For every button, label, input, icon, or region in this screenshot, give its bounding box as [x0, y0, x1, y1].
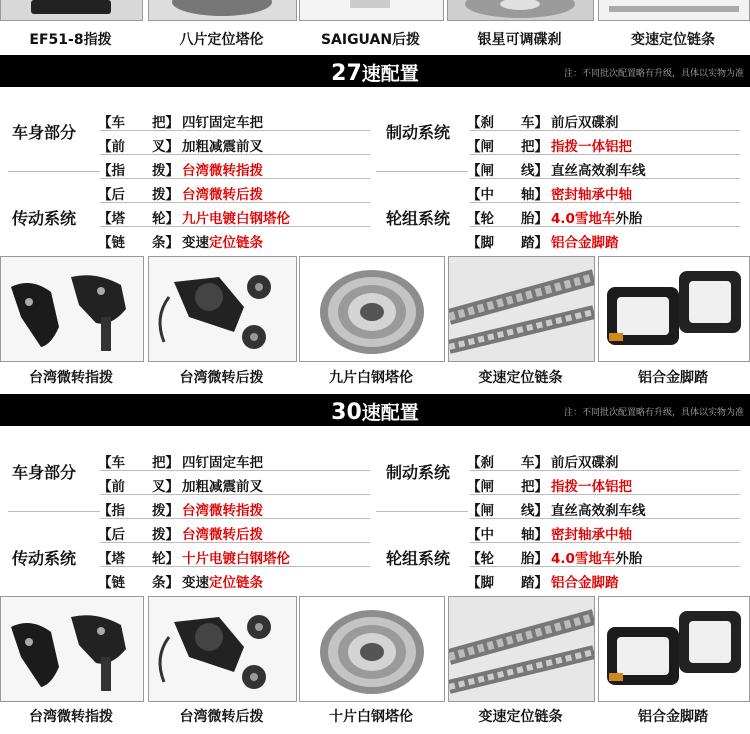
- spec-row: [98, 131, 378, 155]
- spec-label: 【轮 胎】: [467, 211, 548, 227]
- part-photo: [448, 596, 595, 702]
- group-label-brake: 制动系统: [386, 463, 451, 482]
- spec-row: [98, 495, 378, 519]
- part-photo: [598, 596, 750, 702]
- top-product-strip: [0, 0, 750, 52]
- spec-value: 台湾微转后拨: [182, 187, 263, 203]
- part-photo: [148, 256, 297, 362]
- group-label-drivetrain: 传动系统: [12, 549, 77, 568]
- spec-row: [467, 107, 747, 131]
- spec-label: 【轮 胎】: [467, 551, 548, 567]
- spec-value: 铝合金脚踏: [551, 235, 619, 251]
- spec-value: 四钉固定车把: [182, 455, 263, 471]
- part-caption: 台湾微转指拨: [29, 370, 113, 386]
- part-photo: [0, 596, 144, 702]
- spec-row: [467, 227, 747, 251]
- spec-label: 【链 条】: [98, 575, 179, 591]
- spec-label: 【脚 踏】: [467, 575, 548, 591]
- part-photo: [148, 596, 297, 702]
- section-header-bar: [0, 394, 750, 426]
- spec-row: [467, 447, 747, 471]
- group-label-brake: 制动系统: [386, 123, 451, 142]
- section-title: 27速配置: [331, 61, 419, 86]
- spec-label: 【刹 车】: [467, 455, 548, 471]
- group-label-body: 车身部分: [12, 123, 77, 142]
- disc-brake-thumbnail: [447, 0, 594, 21]
- spec-label: 【闸 线】: [467, 503, 548, 519]
- spec-value: 加粗减震前叉: [182, 139, 263, 155]
- divider: [376, 511, 468, 512]
- spec-value: 台湾微转指拨: [182, 163, 263, 179]
- chain-thumbnail: [598, 0, 750, 21]
- section-title: 30速配置: [331, 400, 419, 425]
- part-caption: 九片白钢塔伦: [329, 370, 413, 386]
- part-photo: [598, 256, 750, 362]
- part-caption: 变速定位链条: [478, 709, 563, 725]
- divider: [8, 171, 100, 172]
- spec-label: 【闸 把】: [467, 479, 548, 495]
- spec-row: [98, 203, 378, 227]
- cassette-thumbnail: [148, 0, 297, 21]
- spec-row: [467, 543, 747, 567]
- spec-label: 【后 拨】: [98, 187, 179, 203]
- spec-value: 台湾微转指拨: [182, 503, 263, 519]
- spec-label: 【车 把】: [98, 455, 179, 471]
- spec-row: [467, 519, 747, 543]
- spec-row: [467, 179, 747, 203]
- spec-row: [98, 471, 378, 495]
- spec-label: 【中 轴】: [467, 527, 548, 543]
- spec-label: 【中 轴】: [467, 187, 548, 203]
- top-caption: EF51-8指拨: [29, 32, 112, 48]
- top-caption: SAIGUAN后拨: [320, 32, 421, 48]
- spec-label: 【闸 线】: [467, 163, 548, 179]
- spec-label: 【指 拨】: [98, 503, 179, 519]
- spec-row: [467, 131, 747, 155]
- spec-row: [98, 179, 378, 203]
- spec-value: 变速定位链条: [182, 235, 263, 251]
- spec-value: 前后双碟刹: [551, 455, 619, 471]
- top-caption: 银星可调碟刹: [477, 32, 562, 48]
- spec-value: 十片电镀白钢塔伦: [182, 551, 290, 567]
- spec-value: 密封轴承中轴: [551, 187, 632, 203]
- spec-row: [98, 543, 378, 567]
- spec-value: 四钉固定车把: [182, 115, 263, 131]
- divider: [376, 171, 468, 172]
- spec-label: 【前 叉】: [98, 139, 179, 155]
- spec-value: 指拨一体铝把: [551, 479, 632, 495]
- spec-value: 加粗减震前叉: [182, 479, 263, 495]
- divider: [8, 511, 100, 512]
- spec-label: 【指 拨】: [98, 163, 179, 179]
- part-caption: 台湾微转指拨: [29, 709, 113, 725]
- derailleur-thumbnail: [299, 0, 444, 21]
- group-label-wheelset: 轮组系统: [386, 209, 451, 228]
- spec-label: 【车 把】: [98, 115, 179, 131]
- spec-value: 九片电镀白钢塔伦: [182, 211, 290, 227]
- spec-value: 铝合金脚踏: [551, 575, 619, 591]
- part-photo: [299, 256, 445, 362]
- spec-label: 【塔 轮】: [98, 551, 179, 567]
- spec-value: 密封轴承中轴: [551, 527, 632, 543]
- spec-value: 直丝高效刹车线: [551, 163, 646, 179]
- section-note: 注：不同批次配置略有升级，具体以实物为准: [563, 69, 744, 79]
- spec-value: 4.0雪地车外胎: [551, 211, 643, 227]
- spec-value: 台湾微转后拨: [182, 527, 263, 543]
- spec-label: 【链 条】: [98, 235, 179, 251]
- spec-value: 变速定位链条: [182, 575, 263, 591]
- spec-label: 【塔 轮】: [98, 211, 179, 227]
- spec-row: [467, 495, 747, 519]
- group-label-drivetrain: 传动系统: [12, 209, 77, 228]
- top-caption: 变速定位链条: [631, 32, 715, 48]
- spec-row: [98, 447, 378, 471]
- part-photo: [299, 596, 445, 702]
- shifter-thumbnail: [0, 0, 143, 21]
- group-label-body: 车身部分: [12, 463, 77, 482]
- spec-row: [98, 155, 378, 179]
- spec-value: 4.0雪地车外胎: [551, 551, 643, 567]
- spec-value: 直丝高效刹车线: [551, 503, 646, 519]
- spec-label: 【后 拨】: [98, 527, 179, 543]
- spec-label: 【刹 车】: [467, 115, 548, 131]
- spec-label: 【脚 踏】: [467, 235, 548, 251]
- part-photo: [448, 256, 595, 362]
- part-caption: 十片白钢塔伦: [329, 709, 413, 725]
- spec-row: [467, 567, 747, 591]
- part-photo: [0, 256, 144, 362]
- part-caption: 变速定位链条: [478, 370, 563, 386]
- spec-row: [98, 107, 378, 131]
- spec-label: 【前 叉】: [98, 479, 179, 495]
- spec-row: [467, 471, 747, 495]
- section-note: 注：不同批次配置略有升级，具体以实物为准: [563, 408, 744, 418]
- group-label-wheelset: 轮组系统: [386, 549, 451, 568]
- part-caption: 台湾微转后拨: [179, 370, 264, 386]
- spec-value: 前后双碟刹: [551, 115, 619, 131]
- section-header-bar: [0, 55, 750, 87]
- part-caption: 铝合金脚踏: [638, 370, 708, 386]
- spec-value: 指拨一体铝把: [551, 139, 632, 155]
- spec-row: [98, 567, 378, 591]
- spec-row: [467, 203, 747, 227]
- part-caption: 台湾微转后拨: [179, 709, 264, 725]
- spec-label: 【闸 把】: [467, 139, 548, 155]
- spec-row: [467, 155, 747, 179]
- top-caption: 八片定位塔伦: [179, 32, 264, 48]
- spec-row: [98, 519, 378, 543]
- spec-row: [98, 227, 378, 251]
- part-caption: 铝合金脚踏: [638, 709, 708, 725]
